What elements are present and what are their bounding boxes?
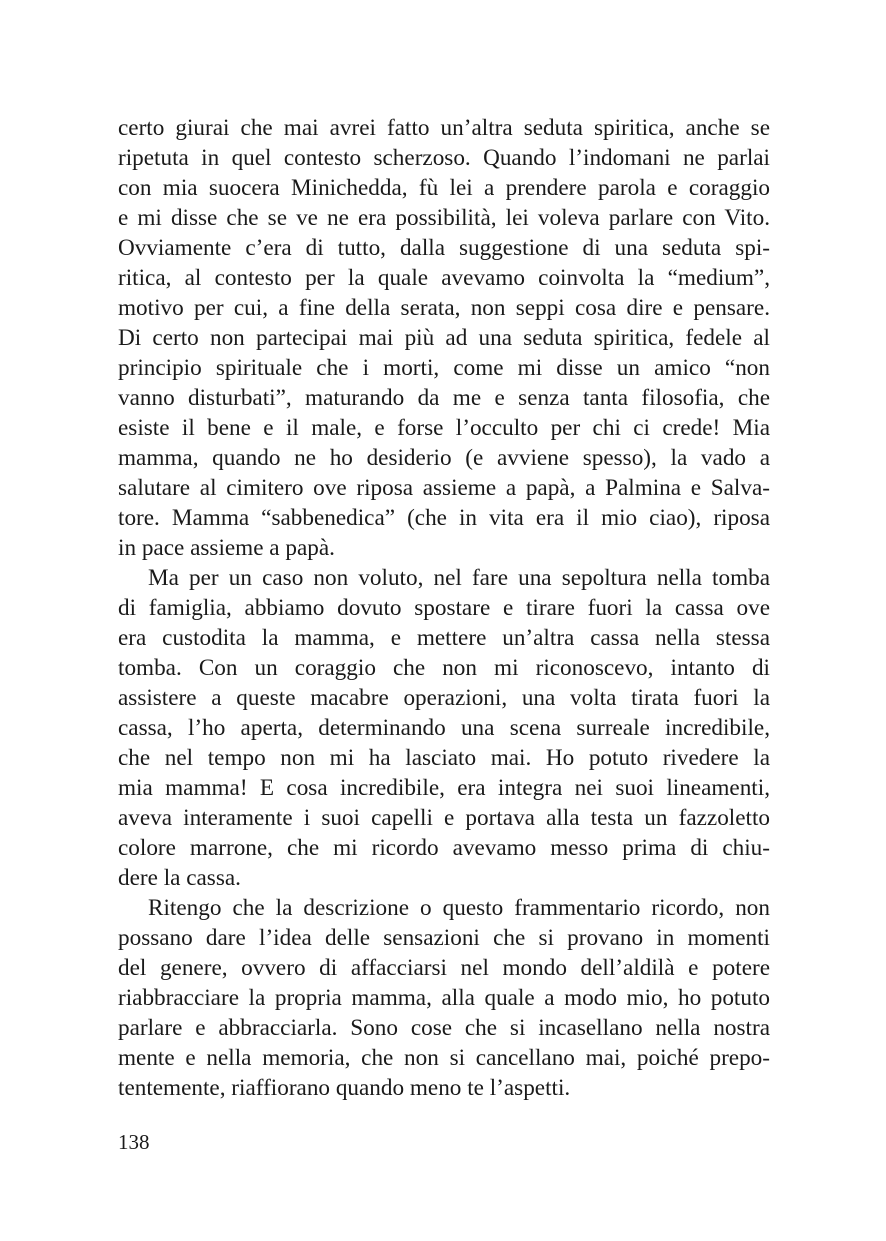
text-line: Ovviamente c’era di tutto, dalla suggestione di una seduta spi- — [118, 235, 770, 261]
text-line: colore marrone, che mi ricordo avevamo messo prima di chiu- — [118, 835, 770, 861]
text-line: motivo per cui, a fine della serata, non seppi cosa dire e pensare. — [118, 295, 770, 321]
text-line: del genere, ovvero di affacciarsi nel mondo dell’aldilà e potere — [118, 955, 770, 981]
text-line: certo giurai che mai avrei fatto un’altra seduta spiritica, anche se — [118, 115, 770, 141]
text-line: mamma, quando ne ho desiderio (e avviene spesso), la vado a — [118, 445, 770, 471]
text-line: e mi disse che se ve ne era possibilità, lei voleva parlare con Vito. — [118, 205, 770, 231]
text-line: principio spirituale che i morti, come mi disse un amico “non — [118, 355, 770, 381]
text-line: aveva interamente i suoi capelli e portava alla testa un fazzoletto — [118, 805, 770, 831]
text-line: dere la cassa. — [118, 865, 241, 891]
paragraph-3 — [118, 893, 770, 1103]
text-line: era custodita la mamma, e mettere un’altra cassa nella stessa — [118, 625, 770, 651]
text-line: mia mamma! E cosa incredibile, era integra nei suoi lineamenti, — [118, 775, 770, 801]
text-line: con mia suocera Minichedda, fù lei a prendere parola e coraggio — [118, 175, 770, 201]
text-line: parlare e abbracciarla. Sono cose che si incasellano nella nostra — [118, 1015, 770, 1041]
text-line: Ma per un caso non voluto, nel fare una sepoltura nella tomba — [148, 565, 770, 591]
text-line: Di certo non partecipai mai più ad una seduta spiritica, fedele al — [118, 325, 770, 351]
paragraph-1 — [118, 113, 770, 563]
text-line: Ritengo che la descrizione o questo frammentario ricordo, non — [148, 895, 770, 921]
text-line: mente e nella memoria, che non si cancellano mai, poiché prepo- — [118, 1045, 770, 1071]
text-line: esiste il bene e il male, e forse l’occulto per chi ci crede! Mia — [118, 415, 770, 441]
paragraph-2 — [118, 563, 770, 893]
text-line: salutare al cimitero ove riposa assieme a papà, a Palmina e Salva- — [118, 475, 770, 501]
page-body — [118, 113, 770, 1103]
text-line: riabbracciare la propria mamma, alla quale a modo mio, ho potuto — [118, 985, 770, 1011]
page-number: 138 — [118, 1130, 150, 1154]
text-line: tore. Mamma “sabbenedica” (che in vita era il mio ciao), riposa — [118, 505, 770, 531]
text-line: che nel tempo non mi ha lasciato mai. Ho potuto rivedere la — [118, 745, 770, 771]
text-line: in pace assieme a papà. — [118, 535, 335, 561]
text-line: tentemente, riaffiorano quando meno te l’aspetti. — [118, 1075, 571, 1101]
text-line: ritica, al contesto per la quale avevamo coinvolta la “medium”, — [118, 265, 770, 291]
text-line: ripetuta in quel contesto scherzoso. Quando l’indomani ne parlai — [118, 145, 770, 171]
text-line: possano dare l’idea delle sensazioni che si provano in momenti — [118, 925, 770, 951]
text-line: assistere a queste macabre operazioni, una volta tirata fuori la — [118, 685, 770, 711]
text-line: vanno disturbati”, maturando da me e senza tanta filosofia, che — [118, 385, 770, 411]
text-line: cassa, l’ho aperta, determinando una scena surreale incredibile, — [118, 715, 770, 741]
text-line: tomba. Con un coraggio che non mi riconoscevo, intanto di — [118, 655, 770, 681]
text-line: di famiglia, abbiamo dovuto spostare e tirare fuori la cassa ove — [118, 595, 770, 621]
